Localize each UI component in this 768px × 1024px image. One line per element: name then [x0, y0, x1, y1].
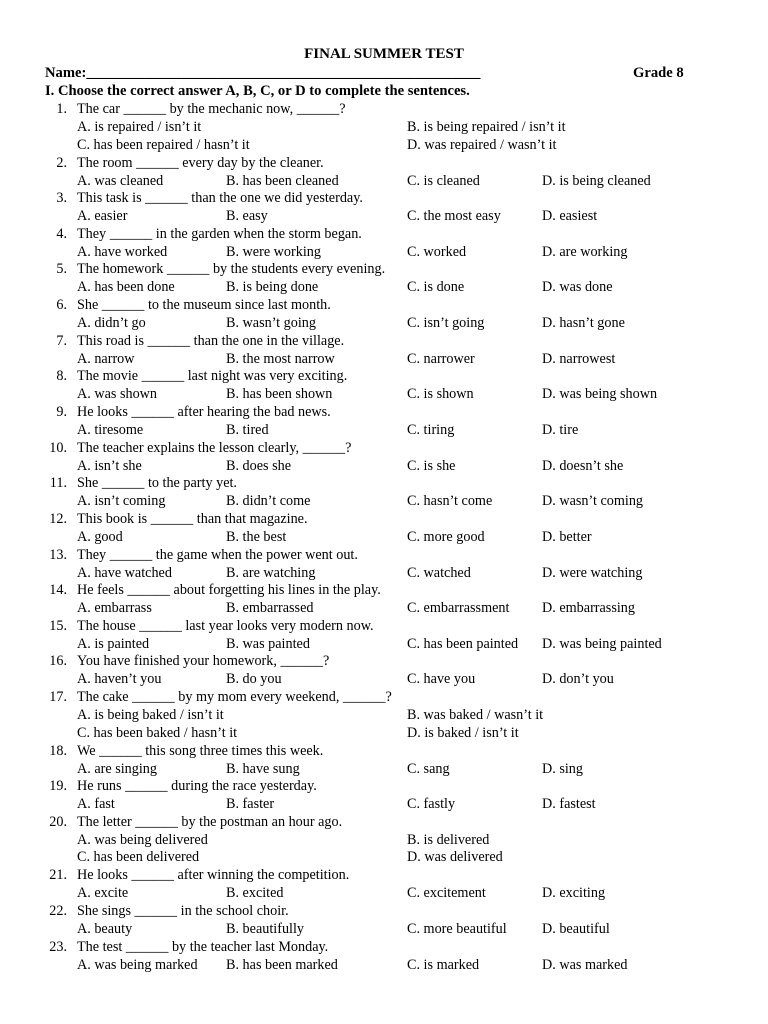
- option-d[interactable]: D. hasn’t gone: [542, 315, 625, 332]
- option-b[interactable]: B. is delivered: [407, 831, 490, 848]
- option-d[interactable]: D. don’t you: [542, 671, 614, 688]
- question-number: 12.: [49, 510, 67, 527]
- question-number: 14.: [49, 582, 67, 599]
- question-number: 2.: [56, 154, 67, 171]
- question-text: We ______ this song three times this week.: [77, 742, 324, 759]
- option-c[interactable]: C. isn’t going: [407, 315, 485, 332]
- option-b[interactable]: B. has been cleaned: [226, 172, 339, 189]
- option-a[interactable]: A. have worked: [77, 243, 168, 260]
- option-a[interactable]: A. has been done: [77, 279, 175, 296]
- question-12: [0, 511, 768, 547]
- option-a[interactable]: A. embarrass: [77, 600, 152, 617]
- question-7: [0, 333, 768, 369]
- question-number: 6.: [56, 297, 67, 314]
- question-number: 7.: [56, 332, 67, 349]
- question-text: She ______ to the party yet.: [77, 475, 237, 492]
- question-text: The test ______ by the teacher last Monday.: [77, 938, 329, 955]
- option-a[interactable]: A. was cleaned: [77, 172, 164, 189]
- option-d[interactable]: D. was done: [542, 279, 613, 296]
- option-d[interactable]: D. beautiful: [542, 921, 610, 938]
- option-a[interactable]: A. easier: [77, 208, 128, 225]
- option-d[interactable]: D. embarrassing: [542, 600, 635, 617]
- option-c[interactable]: C. hasn’t come: [407, 493, 493, 510]
- option-d[interactable]: D. tire: [542, 421, 579, 438]
- option-c[interactable]: C. tiring: [407, 421, 455, 438]
- section-instruction: I. Choose the correct answer A, B, C, or D to complete the sentences.: [45, 83, 470, 99]
- option-b[interactable]: B. faster: [226, 796, 275, 813]
- question-14: [0, 582, 768, 618]
- option-c[interactable]: C. is marked: [407, 956, 480, 973]
- question-text: He feels ______ about forgetting his lines in the play.: [77, 582, 381, 599]
- option-a[interactable]: A. good: [77, 528, 123, 545]
- option-c[interactable]: C. fastly: [407, 796, 456, 813]
- question-number: 10.: [49, 439, 67, 456]
- question-8: [0, 368, 768, 404]
- question-19: [0, 778, 768, 814]
- option-c[interactable]: C. is done: [407, 279, 465, 296]
- option-b[interactable]: B. does she: [226, 457, 292, 474]
- question-text: The car ______ by the mechanic now, ______?: [77, 101, 346, 117]
- question-number: 9.: [56, 403, 67, 420]
- option-a[interactable]: A. are singing: [77, 760, 157, 777]
- question-number: 18.: [49, 742, 67, 759]
- question-number: 11.: [49, 475, 67, 492]
- question-number: 17.: [49, 689, 67, 706]
- option-c[interactable]: C. more beautiful: [407, 921, 507, 938]
- option-a[interactable]: A. is painted: [77, 635, 150, 652]
- option-b[interactable]: B. didn’t come: [226, 493, 311, 510]
- option-a[interactable]: A. tiresome: [77, 421, 144, 438]
- question-3: [0, 190, 768, 226]
- question-text: This book is ______ than that magazine.: [77, 510, 308, 527]
- question-22: [0, 903, 768, 939]
- option-b[interactable]: B. excited: [226, 885, 284, 902]
- option-d[interactable]: D. easiest: [542, 208, 598, 225]
- question-9: [0, 404, 768, 440]
- question-number: 8.: [56, 368, 67, 385]
- question-text: You have finished your homework, ______?: [77, 653, 330, 670]
- question-number: 21.: [49, 867, 67, 884]
- question-text: The homework ______ by the students every evening.: [77, 261, 386, 278]
- question-6: [0, 297, 768, 333]
- option-a[interactable]: A. was being delivered: [77, 831, 208, 848]
- option-b[interactable]: B. embarrassed: [226, 600, 314, 617]
- question-21: [0, 867, 768, 903]
- question-text: This task is ______ than the one we did yesterday.: [77, 190, 363, 207]
- question-number: 22.: [49, 903, 67, 920]
- option-b[interactable]: B. have sung: [226, 760, 300, 777]
- option-a[interactable]: A. narrow: [77, 350, 135, 367]
- option-a[interactable]: A. didn’t go: [77, 315, 146, 332]
- option-b[interactable]: B. was painted: [226, 635, 310, 652]
- option-a[interactable]: A. beauty: [77, 921, 133, 938]
- option-c[interactable]: C. the most easy: [407, 208, 501, 225]
- option-b[interactable]: B. has been marked: [226, 956, 338, 973]
- option-b[interactable]: B. wasn’t going: [226, 315, 316, 332]
- question-11: [0, 475, 768, 511]
- question-2: [0, 155, 768, 191]
- option-d[interactable]: D. was being painted: [542, 635, 662, 652]
- option-d[interactable]: D. was repaired / wasn’t it: [407, 136, 557, 153]
- option-b[interactable]: B. is being done: [226, 279, 319, 296]
- question-10: [0, 440, 768, 476]
- question-13: [0, 547, 768, 583]
- question-20: [0, 814, 768, 868]
- option-c[interactable]: C. has been painted: [407, 635, 519, 652]
- option-d[interactable]: D. is baked / isn’t it: [407, 724, 519, 741]
- option-a[interactable]: A. isn’t coming: [77, 493, 166, 510]
- question-number: 13.: [49, 546, 67, 563]
- question-number: 19.: [49, 778, 67, 795]
- option-c[interactable]: C. more good: [407, 528, 485, 545]
- question-17: [0, 689, 768, 743]
- option-c[interactable]: C. worked: [407, 243, 467, 260]
- question-text: She sings ______ in the school choir.: [77, 903, 289, 920]
- option-c[interactable]: C. have you: [407, 671, 476, 688]
- question-list: [0, 101, 768, 974]
- question-number: 16.: [49, 653, 67, 670]
- question-number: 15.: [49, 617, 67, 634]
- name-label: Name:: [45, 65, 87, 81]
- option-d[interactable]: D. exciting: [542, 885, 606, 902]
- option-d[interactable]: D. better: [542, 528, 592, 545]
- question-number: 5.: [56, 261, 67, 278]
- test-title: FINAL SUMMER TEST: [304, 46, 464, 62]
- name-blank: ______________________________________________________: [86, 65, 481, 81]
- question-number: 3.: [56, 190, 67, 207]
- option-b[interactable]: B. has been shown: [226, 386, 333, 403]
- option-c[interactable]: C. has been baked / hasn’t it: [77, 724, 238, 741]
- option-c[interactable]: C. narrower: [407, 350, 475, 367]
- option-c[interactable]: C. is she: [407, 457, 456, 474]
- question-number: 4.: [56, 225, 67, 242]
- option-b[interactable]: B. were working: [226, 243, 321, 260]
- option-b[interactable]: B. beautifully: [226, 921, 305, 938]
- option-b[interactable]: B. easy: [226, 208, 268, 225]
- question-text: The cake ______ by my mom every weekend, ______?: [77, 689, 392, 706]
- option-c[interactable]: C. is shown: [407, 386, 474, 403]
- question-number: 1.: [56, 101, 67, 117]
- option-d[interactable]: D. was marked: [542, 956, 628, 973]
- option-b[interactable]: B. do you: [226, 671, 282, 688]
- question-text: He looks ______ after hearing the bad news.: [77, 403, 331, 420]
- option-d[interactable]: D. was being shown: [542, 386, 658, 403]
- option-c[interactable]: C. watched: [407, 564, 471, 581]
- option-a[interactable]: A. is repaired / isn’t it: [77, 119, 202, 135]
- question-text: The movie ______ last night was very exciting.: [77, 368, 348, 385]
- option-a[interactable]: A. was shown: [77, 386, 157, 403]
- question-16: [0, 653, 768, 689]
- question-text: He runs ______ during the race yesterday.: [77, 778, 317, 795]
- question-text: They ______ in the garden when the storm began.: [77, 225, 362, 242]
- question-text: The teacher explains the lesson clearly, ______?: [77, 439, 352, 456]
- question-5: [0, 261, 768, 297]
- option-d[interactable]: D. is being cleaned: [542, 172, 651, 189]
- question-text: She ______ to the museum since last month.: [77, 297, 331, 314]
- option-a[interactable]: A. was being marked: [77, 956, 198, 973]
- option-b[interactable]: B. the most narrow: [226, 350, 335, 367]
- option-a[interactable]: A. haven’t you: [77, 671, 162, 688]
- question-text: The house ______ last year looks very modern now.: [77, 617, 374, 634]
- option-a[interactable]: A. is being baked / isn’t it: [77, 707, 224, 724]
- option-c[interactable]: C. embarrassment: [407, 600, 510, 617]
- option-d[interactable]: D. sing: [542, 760, 583, 777]
- option-b[interactable]: B. are watching: [226, 564, 316, 581]
- option-a[interactable]: A. excite: [77, 885, 129, 902]
- option-d[interactable]: D. was delivered: [407, 849, 503, 866]
- question-text: The letter ______ by the postman an hour ago.: [77, 813, 343, 830]
- question-text: This road is ______ than the one in the village.: [77, 332, 345, 349]
- option-a[interactable]: A. isn’t she: [77, 457, 142, 474]
- option-d[interactable]: D. were watching: [542, 564, 643, 581]
- question-text: He looks ______ after winning the competition.: [77, 867, 350, 884]
- question-18: [0, 743, 768, 779]
- grade-label: Grade 8: [633, 65, 684, 81]
- option-c[interactable]: C. has been repaired / hasn’t it: [77, 136, 250, 153]
- option-b[interactable]: B. the best: [226, 528, 287, 545]
- question-number: 23.: [49, 938, 67, 955]
- option-d[interactable]: D. are working: [542, 243, 628, 260]
- question-text: The room ______ every day by the cleaner.: [77, 154, 324, 171]
- option-b[interactable]: B. is being repaired / isn’t it: [407, 119, 566, 135]
- question-text: They ______ the game when the power went out.: [77, 546, 358, 563]
- option-c[interactable]: C. excitement: [407, 885, 486, 902]
- option-d[interactable]: D. wasn’t coming: [542, 493, 644, 510]
- question-15: [0, 618, 768, 654]
- option-b[interactable]: B. was baked / wasn’t it: [407, 707, 544, 724]
- option-b[interactable]: B. tired: [226, 421, 269, 438]
- option-c[interactable]: C. sang: [407, 760, 450, 777]
- option-a[interactable]: A. have watched: [77, 564, 172, 581]
- question-23: [0, 939, 768, 975]
- option-c[interactable]: C. has been delivered: [77, 849, 200, 866]
- question-number: 20.: [49, 813, 67, 830]
- question-1: [0, 101, 768, 155]
- option-c[interactable]: C. is cleaned: [407, 172, 480, 189]
- name-line: [45, 65, 480, 82]
- option-d[interactable]: D. narrowest: [542, 350, 616, 367]
- option-d[interactable]: D. doesn’t she: [542, 457, 624, 474]
- option-d[interactable]: D. fastest: [542, 796, 596, 813]
- question-4: [0, 226, 768, 262]
- option-a[interactable]: A. fast: [77, 796, 115, 813]
